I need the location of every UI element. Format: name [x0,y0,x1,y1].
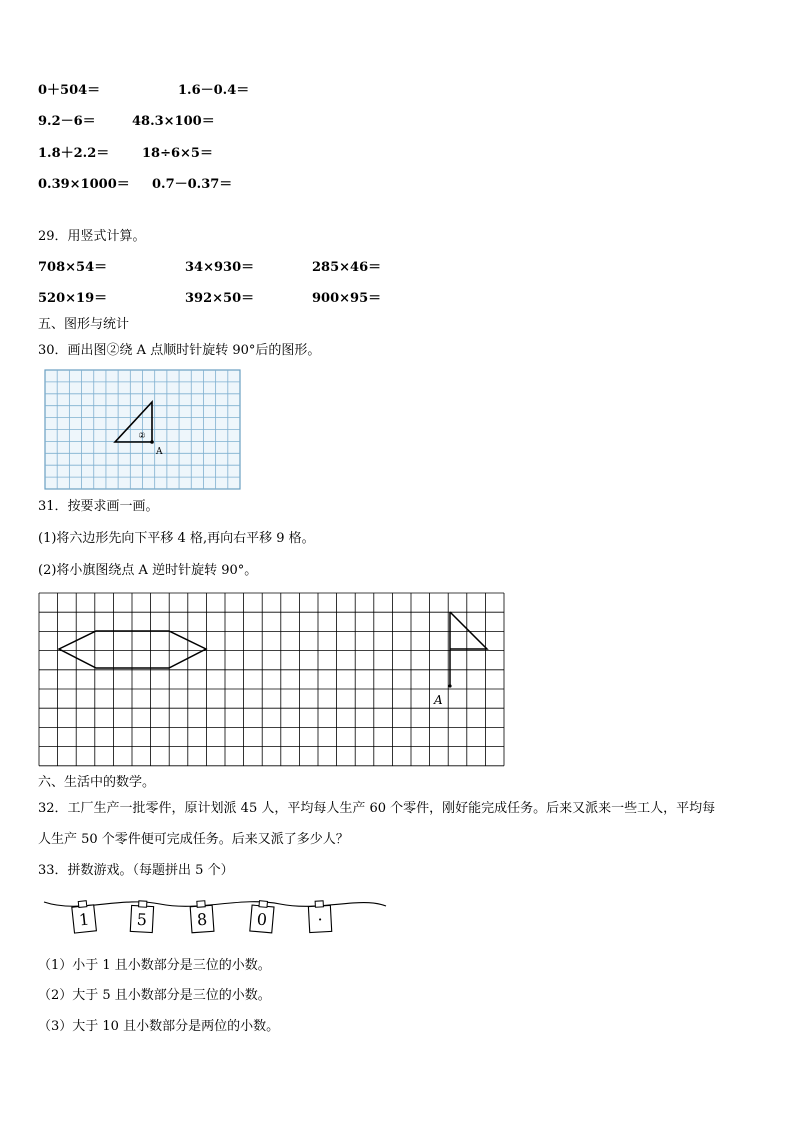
calc-item: 9.2－6＝ [38,114,96,129]
calc-item: 1.8＋2.2＝ [38,146,110,161]
question-32-line2: 人生产 50 个零件便可完成任务。后来又派了多少人？ [38,832,349,847]
question-33-title: 33．拼数游戏。（每题拼出 5 个） [38,863,234,878]
calc-item: 900×95＝ [312,291,382,306]
question-31-sub1: (1)将六边形先向下平移 4 格,再向右平移 9 格。 [38,531,315,546]
number-card [130,900,154,932]
card-digit: 1 [78,909,91,930]
calc-item: 48.3×100＝ [132,114,215,129]
section-heading: 六、生活中的数学。 [38,775,156,790]
calc-item: 1.6－0.4＝ [178,83,250,98]
point-a-label: A [156,447,163,457]
question-33-sub3: （3）大于 10 且小数部分是两位的小数。 [38,1019,280,1034]
question-33-sub1: （1）小于 1 且小数部分是三位的小数。 [38,958,271,973]
card-digit: · [317,909,324,930]
card-digit: 8 [196,909,208,930]
section-heading: 五、图形与统计 [38,317,130,332]
number-card [250,900,275,933]
calc-item: 0.39×1000＝ [38,177,130,192]
calc-item: 392×50＝ [185,291,255,306]
calc-item: 0.7－0.37＝ [152,177,233,192]
question-29-title: 29．用竖式计算。 [38,229,146,244]
calc-item: 34×930＝ [185,260,255,275]
translation-grid [38,592,508,768]
number-card [71,900,96,933]
string-line [44,902,386,907]
question-31-title: 31．按要求画一画。 [38,499,159,514]
shape-label: ② [138,431,146,440]
question-30-title: 30．画出图②绕 A 点顺时针旋转 90°后的图形。 [38,343,321,358]
question-32-line1: 32．工厂生产一批零件，原计划派 45 人，平均每人生产 60 个零件，刚好能完成任务。后来又派来一些工人，平均每 [38,801,716,816]
question-33-sub2: （2）大于 5 且小数部分是三位的小数。 [38,988,271,1003]
number-card [308,900,332,932]
point-a-marker [150,440,154,444]
point-a-label: A [434,693,443,707]
card-digit: 5 [136,909,148,930]
point-a-marker [448,684,451,687]
hexagon-shape [59,631,206,668]
flag-shape [450,612,487,686]
question-31-sub2: (2)将小旗图绕点 A 逆时针旋转 90°。 [38,563,258,578]
calc-item: 18÷6×5＝ [142,146,213,161]
calc-item: 520×19＝ [38,291,108,306]
number-cards [40,892,390,942]
number-card [190,900,214,932]
card-digit: 0 [255,909,268,930]
rotation-grid [44,369,242,491]
calc-item: 285×46＝ [312,260,382,275]
calc-item: 708×54＝ [38,260,108,275]
calc-item: 0＋504＝ [38,83,101,98]
